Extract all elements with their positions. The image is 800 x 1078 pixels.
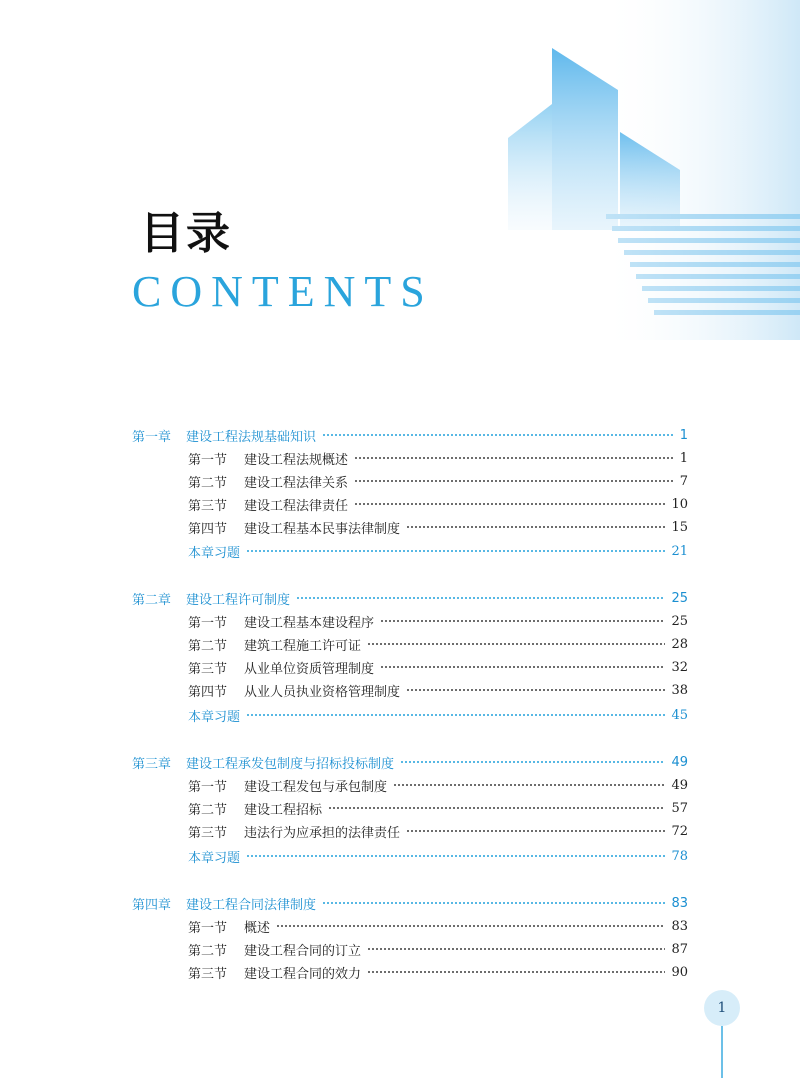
toc-entry-title: 建设工程法律关系 (244, 475, 349, 491)
dot-leader (367, 643, 665, 645)
toc-section-row[interactable] (188, 797, 688, 819)
page-number: 1 (717, 1000, 727, 1016)
toc-entry-title: 本章习题 (188, 545, 241, 561)
toc-entry-title: 本章习题 (188, 709, 241, 725)
toc-section-row[interactable] (188, 820, 688, 842)
toc-entry-number: 第二节 (188, 638, 228, 654)
toc-entry-page: 49 (671, 754, 688, 770)
toc-chapter-row[interactable] (132, 424, 688, 446)
toc-entry-title: 建设工程合同的效力 (244, 966, 362, 982)
toc-chapter-row[interactable] (132, 751, 688, 773)
toc-entry-title: 建设工程基本建设程序 (244, 615, 375, 631)
toc-entry-number: 第二节 (188, 943, 228, 959)
toc-entry-title: 从业人员执业资格管理制度 (244, 684, 401, 700)
toc-section-row[interactable] (188, 679, 688, 701)
toc-entry-number: 第四章 (132, 897, 172, 913)
toc-entry-title: 建设工程招标 (244, 802, 323, 818)
dot-leader (406, 689, 665, 691)
toc-entry-page: 1 (679, 450, 688, 466)
toc-entry-number: 第三节 (188, 825, 228, 841)
toc-chapter-row[interactable] (132, 892, 688, 914)
dot-leader (246, 855, 665, 857)
toc-entry-page: 87 (671, 941, 688, 957)
toc-entry-number: 第四节 (188, 521, 228, 537)
toc-section-row[interactable] (188, 915, 688, 937)
page-subtitle: CONTENTS (132, 267, 434, 316)
toc-entry-title: 建设工程合同的订立 (244, 943, 362, 959)
toc-entry-number: 第二节 (188, 802, 228, 818)
dot-leader (400, 761, 665, 763)
toc-entry-title: 建设工程发包与承包制度 (244, 779, 388, 795)
toc-entry-title: 建设工程法规基础知识 (186, 429, 317, 445)
toc-entry-page: 15 (671, 519, 688, 535)
dot-leader (322, 434, 674, 436)
toc-section-row[interactable] (188, 961, 688, 983)
dot-leader (296, 597, 665, 599)
toc-entry-page: 32 (671, 659, 688, 675)
toc-chapter-row[interactable] (132, 587, 688, 609)
toc-section-row[interactable] (188, 516, 688, 538)
toc-entry-page: 1 (679, 427, 688, 443)
dot-leader (354, 480, 674, 482)
toc-section-row[interactable] (188, 938, 688, 960)
dot-leader (246, 714, 665, 716)
toc-entry-page: 25 (671, 590, 688, 606)
toc-entry-number: 第三节 (188, 966, 228, 982)
toc-entry-page: 78 (671, 848, 688, 864)
toc-entry-number: 第三节 (188, 661, 228, 677)
toc-entry-title: 违法行为应承担的法律责任 (244, 825, 401, 841)
toc-entry-page: 38 (671, 682, 688, 698)
toc-entry-number: 第一节 (188, 452, 228, 468)
toc-section-row[interactable] (188, 493, 688, 515)
toc-section-row[interactable] (188, 633, 688, 655)
page-title: 目录 (140, 208, 232, 259)
toc-entry-page: 57 (671, 800, 688, 816)
toc-entry-number: 第三章 (132, 756, 172, 772)
toc-entry-number: 第四节 (188, 684, 228, 700)
toc-entry-page: 83 (671, 895, 688, 911)
toc-entry-title: 建设工程基本民事法律制度 (244, 521, 401, 537)
toc-section-row[interactable] (188, 470, 688, 492)
toc-entry-title: 建设工程承发包制度与招标投标制度 (186, 756, 395, 772)
toc-entry-page: 45 (671, 707, 688, 723)
toc-entry-number: 第一节 (188, 779, 228, 795)
toc-entry-page: 10 (671, 496, 688, 512)
dot-leader (246, 550, 665, 552)
toc-entry-number: 第一节 (188, 920, 228, 936)
toc-entry-title: 建设工程法律责任 (244, 498, 349, 514)
toc-section-row[interactable] (188, 656, 688, 678)
toc-entry-title: 从业单位资质管理制度 (244, 661, 375, 677)
toc-entry-title: 建设工程法规概述 (244, 452, 349, 468)
toc-entry-page: 72 (671, 823, 688, 839)
toc-section-row[interactable] (188, 610, 688, 632)
dot-leader (328, 807, 665, 809)
toc-entry-number: 第三节 (188, 498, 228, 514)
toc-entry-page: 28 (671, 636, 688, 652)
dot-leader (367, 971, 665, 973)
dot-leader (354, 457, 674, 459)
page-number-stem (721, 1026, 723, 1078)
toc-entry-title: 建设工程许可制度 (186, 592, 291, 608)
toc-section-row[interactable] (188, 447, 688, 469)
dot-leader (406, 830, 665, 832)
toc-exercise-row[interactable] (188, 704, 688, 726)
toc-entry-page: 49 (671, 777, 688, 793)
toc-entry-number: 第二章 (132, 592, 172, 608)
dot-leader (354, 503, 665, 505)
toc-entry-number: 第一节 (188, 615, 228, 631)
toc-entry-title: 建设工程合同法律制度 (186, 897, 317, 913)
toc-entry-page: 7 (679, 473, 688, 489)
dot-leader (380, 666, 665, 668)
dot-leader (380, 620, 665, 622)
toc-entry-page: 25 (671, 613, 688, 629)
toc-entry-page: 21 (671, 543, 688, 559)
dot-leader (322, 902, 665, 904)
toc-entry-number: 第一章 (132, 429, 172, 445)
toc-exercise-row[interactable] (188, 540, 688, 562)
toc-entry-page: 83 (671, 918, 688, 934)
dot-leader (393, 784, 665, 786)
dot-leader (367, 948, 665, 950)
toc-entry-title: 本章习题 (188, 850, 241, 866)
toc-entry-page: 90 (671, 964, 688, 980)
dot-leader (276, 925, 665, 927)
page-number-badge (704, 990, 740, 1026)
toc-entry-number: 第二节 (188, 475, 228, 491)
toc-section-row[interactable] (188, 774, 688, 796)
toc-entry-title: 概述 (244, 920, 271, 936)
toc-entry-title: 建筑工程施工许可证 (244, 638, 362, 654)
dot-leader (406, 526, 665, 528)
toc-exercise-row[interactable] (188, 845, 688, 867)
